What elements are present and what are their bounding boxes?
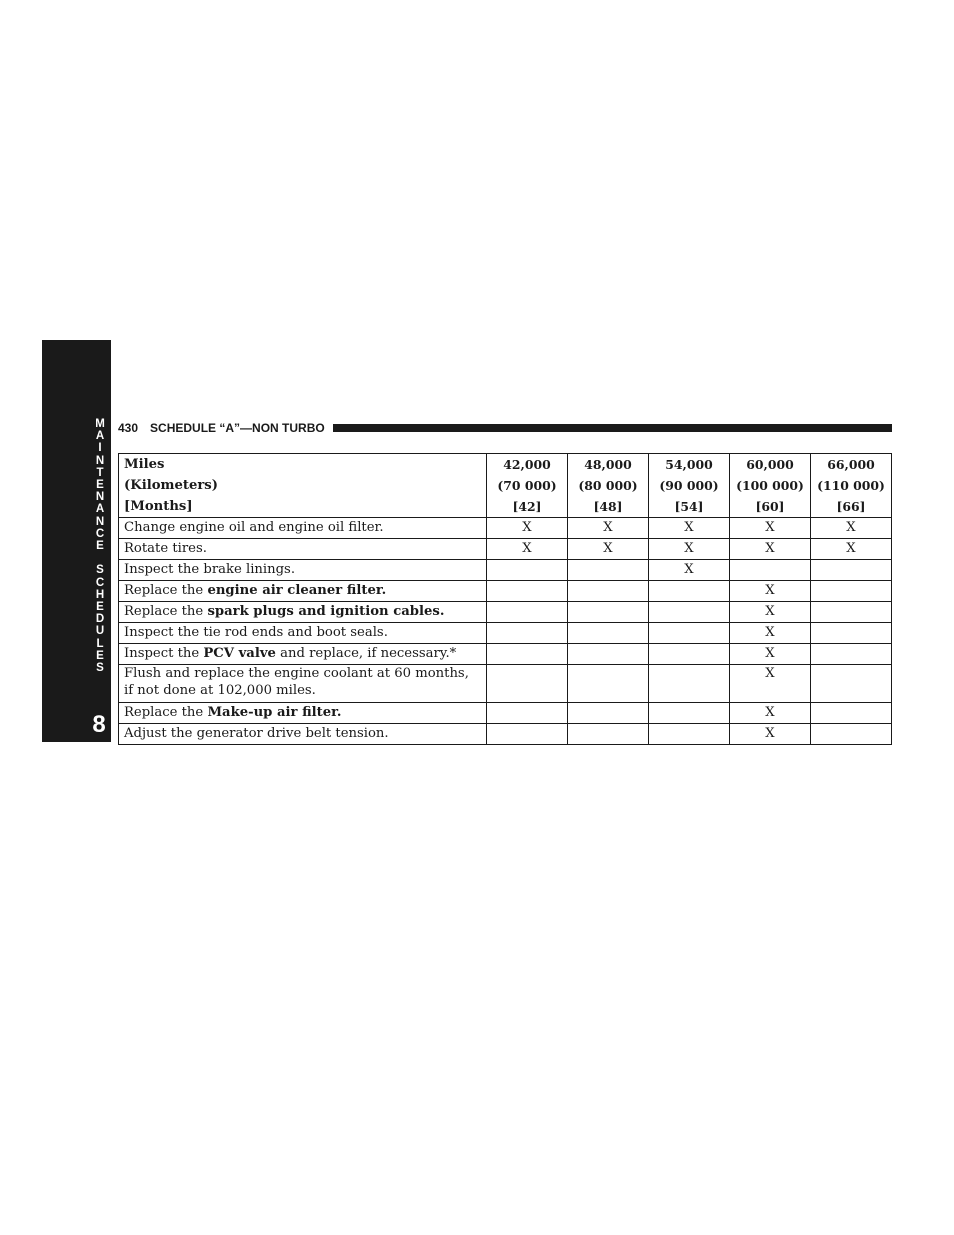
chapter-tab-letter: L	[96, 637, 104, 650]
service-text: Flush and replace the engine coolant at 60 months, if not done at 102,000 miles.	[124, 666, 469, 698]
interval-miles: 66,000	[827, 457, 875, 472]
chapter-tab-letter: N	[95, 515, 105, 528]
page-title: SCHEDULE “A”—NON TURBO	[150, 421, 325, 435]
interval-mark-cell	[568, 644, 649, 665]
service-text: Inspect the	[124, 646, 204, 661]
interval-mark-cell: X	[568, 539, 649, 560]
header-interval-cell	[730, 454, 811, 518]
service-item-cell	[119, 560, 487, 581]
service-item-cell	[119, 623, 487, 644]
interval-mark-cell	[649, 644, 730, 665]
chapter-tab-letter: C	[95, 527, 105, 540]
interval-miles: 54,000	[665, 457, 713, 472]
table-row	[119, 539, 892, 560]
service-text: Replace the	[124, 705, 208, 720]
interval-mark-cell	[811, 644, 892, 665]
interval-months: [54]	[674, 499, 704, 514]
interval-mark-cell	[568, 623, 649, 644]
chapter-tab-letter: H	[95, 588, 105, 601]
header-label-cell	[119, 454, 487, 518]
chapter-tab-label	[90, 418, 110, 674]
service-text: Replace the	[124, 604, 208, 619]
table-row	[119, 665, 892, 703]
service-text-bold: engine air cleaner filter.	[207, 583, 387, 598]
service-text: Change engine oil and engine oil filter.	[124, 520, 384, 535]
chapter-tab-letter: E	[96, 601, 104, 614]
interval-mark-cell	[487, 703, 568, 724]
chapter-tab-spacer	[90, 552, 110, 564]
interval-mark-cell: X	[730, 644, 811, 665]
interval-mark-cell	[568, 581, 649, 602]
chapter-tab-letter: A	[95, 503, 105, 516]
interval-km: (70 000)	[497, 478, 557, 493]
interval-mark-cell: X	[730, 602, 811, 623]
table-header-row	[119, 454, 892, 518]
interval-mark-cell	[649, 581, 730, 602]
service-item-cell	[119, 602, 487, 623]
maintenance-schedule-table	[118, 453, 892, 745]
header-interval-cell	[811, 454, 892, 518]
interval-km: (80 000)	[578, 478, 638, 493]
interval-mark-cell	[649, 665, 730, 703]
interval-mark-cell	[568, 560, 649, 581]
table-row	[119, 644, 892, 665]
chapter-tab-letter: N	[95, 454, 105, 467]
interval-mark-cell: X	[730, 623, 811, 644]
service-item-cell	[119, 703, 487, 724]
interval-mark-cell: X	[649, 539, 730, 560]
chapter-tab-letter: M	[95, 418, 105, 430]
interval-mark-cell: X	[811, 518, 892, 539]
chapter-tab-letter: E	[96, 540, 104, 553]
service-item-cell	[119, 724, 487, 745]
interval-mark-cell	[568, 703, 649, 724]
interval-mark-cell	[649, 724, 730, 745]
interval-mark-cell	[811, 581, 892, 602]
interval-months: [42]	[512, 499, 542, 514]
interval-mark-cell: X	[730, 539, 811, 560]
interval-km: (100 000)	[736, 478, 804, 493]
header-rule	[333, 424, 892, 432]
chapter-tab-letter: D	[95, 613, 105, 626]
chapter-tab-letter: E	[96, 479, 104, 492]
service-text: Adjust the generator drive belt tension.	[124, 726, 389, 741]
table-row	[119, 518, 892, 539]
chapter-tab-letter: E	[96, 649, 104, 662]
table-row	[119, 581, 892, 602]
chapter-tab-letter: C	[95, 576, 105, 589]
interval-mark-cell	[568, 602, 649, 623]
service-text-bold: spark plugs and ignition cables.	[207, 604, 445, 619]
interval-mark-cell	[487, 724, 568, 745]
header-label-line: [Months]	[124, 499, 193, 514]
table-row	[119, 724, 892, 745]
interval-miles: 48,000	[584, 457, 632, 472]
service-text: Replace the	[124, 583, 208, 598]
service-text: and replace, if necessary.*	[275, 646, 457, 661]
interval-km: (90 000)	[659, 478, 719, 493]
chapter-tab-letter: I	[98, 442, 102, 455]
header-label-line: (Kilometers)	[124, 478, 218, 493]
table-row	[119, 703, 892, 724]
interval-miles: 42,000	[503, 457, 551, 472]
interval-mark-cell: X	[487, 539, 568, 560]
interval-mark-cell: X	[730, 665, 811, 703]
interval-mark-cell: X	[649, 518, 730, 539]
chapter-tab-letter: T	[96, 466, 104, 479]
header-interval-cell	[487, 454, 568, 518]
table-row	[119, 560, 892, 581]
interval-km: (110 000)	[817, 478, 885, 493]
service-item-cell	[119, 539, 487, 560]
interval-mark-cell	[649, 623, 730, 644]
service-item-cell	[119, 644, 487, 665]
interval-mark-cell	[487, 581, 568, 602]
interval-mark-cell	[730, 560, 811, 581]
interval-mark-cell	[568, 724, 649, 745]
interval-mark-cell	[811, 602, 892, 623]
chapter-tab-letter: S	[96, 662, 104, 675]
service-item-cell	[119, 581, 487, 602]
service-item-cell	[119, 518, 487, 539]
chapter-tab-letter: A	[95, 430, 105, 443]
interval-mark-cell	[487, 644, 568, 665]
interval-mark-cell: X	[811, 539, 892, 560]
interval-mark-cell: X	[568, 518, 649, 539]
table-row	[119, 602, 892, 623]
header-interval-cell	[649, 454, 730, 518]
interval-mark-cell	[487, 560, 568, 581]
interval-mark-cell	[811, 665, 892, 703]
interval-mark-cell	[487, 602, 568, 623]
interval-mark-cell: X	[730, 581, 811, 602]
interval-mark-cell: X	[730, 518, 811, 539]
interval-mark-cell	[487, 623, 568, 644]
interval-mark-cell: X	[649, 560, 730, 581]
chapter-tab-letter: U	[95, 625, 105, 638]
interval-mark-cell: X	[487, 518, 568, 539]
interval-mark-cell	[649, 703, 730, 724]
chapter-number: 8	[92, 711, 106, 738]
interval-mark-cell	[649, 602, 730, 623]
interval-mark-cell: X	[730, 703, 811, 724]
service-text-bold: Make-up air filter.	[207, 705, 342, 720]
interval-mark-cell	[811, 623, 892, 644]
interval-mark-cell: X	[730, 724, 811, 745]
service-text-bold: PCV valve	[203, 646, 276, 661]
service-text: Inspect the brake linings.	[124, 562, 296, 577]
interval-months: [66]	[836, 499, 866, 514]
header-interval-cell	[568, 454, 649, 518]
chapter-tab-letter: N	[95, 491, 105, 504]
interval-mark-cell	[811, 560, 892, 581]
table-row	[119, 623, 892, 644]
interval-months: [48]	[593, 499, 623, 514]
interval-mark-cell	[811, 703, 892, 724]
interval-miles: 60,000	[746, 457, 794, 472]
service-text: Rotate tires.	[124, 541, 207, 556]
interval-mark-cell	[568, 665, 649, 703]
page-number: 430	[118, 421, 139, 435]
page-header	[118, 420, 892, 436]
service-item-cell	[119, 665, 487, 703]
interval-mark-cell	[811, 724, 892, 745]
service-text: Inspect the tie rod ends and boot seals.	[124, 625, 388, 640]
header-label-line: Miles	[124, 457, 165, 472]
chapter-tab-letter: S	[96, 564, 104, 577]
interval-mark-cell	[487, 665, 568, 703]
interval-months: [60]	[755, 499, 785, 514]
